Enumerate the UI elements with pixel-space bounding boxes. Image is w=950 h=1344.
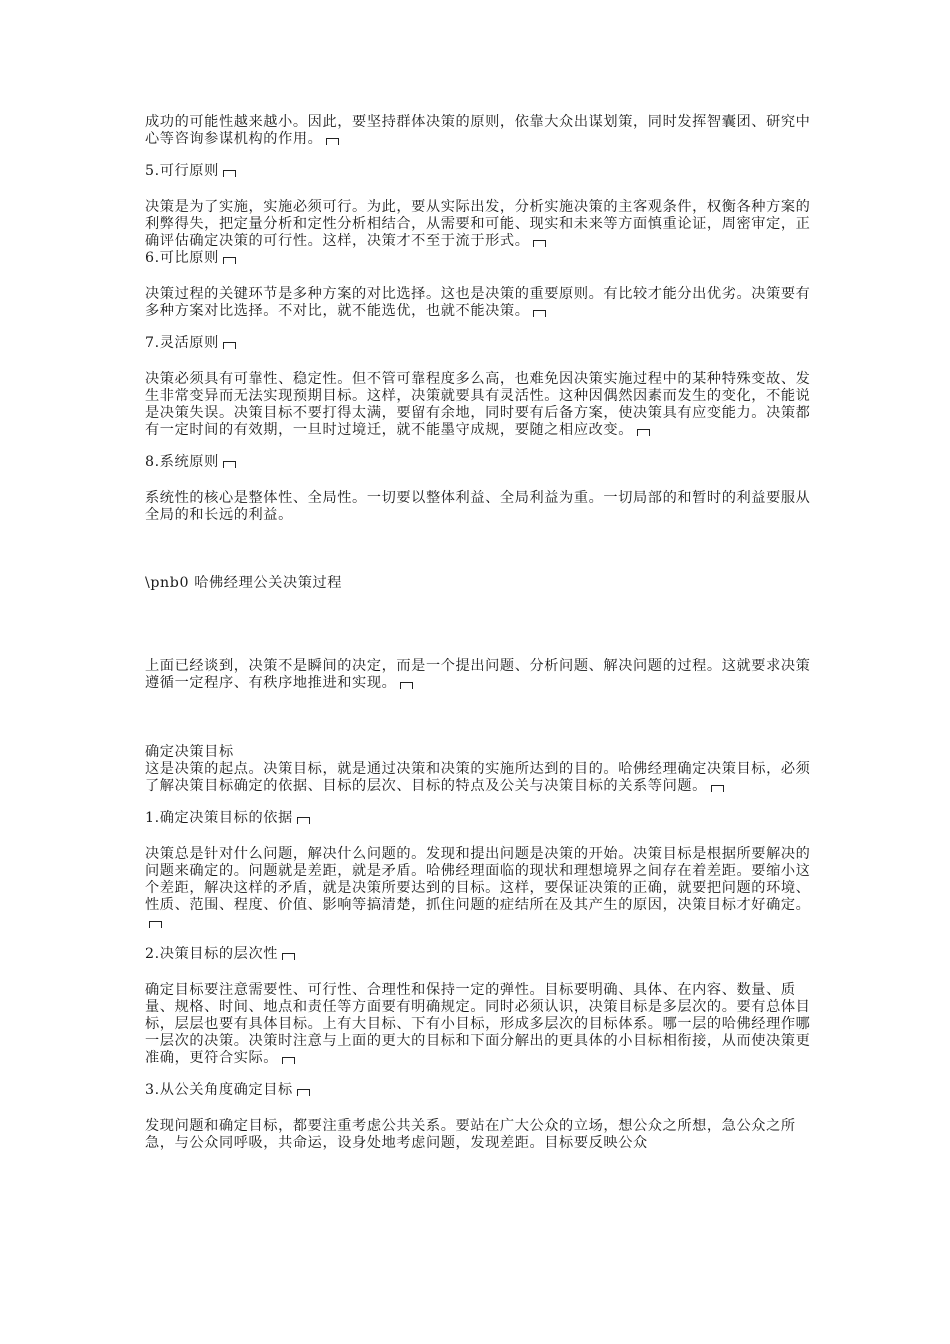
text: 3.从公关角度确定目标 (145, 1082, 293, 1098)
paragraph (145, 744, 817, 761)
paragraph (145, 658, 817, 692)
section-heading (145, 163, 817, 180)
document-body (145, 114, 817, 1152)
paragraph-mark-icon (149, 921, 162, 928)
paragraph-mark-icon (297, 817, 310, 824)
text: 确定目标要注意需要性、可行性、合理性和保持一定的弹性。目标要明确、具体、在内容、数量、质量、规格、时间、地点和责任等方面要有明确规定。同时必须认识，决策目标是多层次的。要有总体目标，层层也要有具体目标。上有大目标、下有小目标，形成多层次的目标体系。哪一层的哈佛经理作哪一层次的决策。决策时注意与上面的更大的目标和下面分解出的更具体的小目标相衔接，从而使决策更准确，更符合实际。 (145, 982, 811, 1066)
section-heading (145, 946, 817, 963)
text: 确定决策目标 (145, 744, 234, 760)
paragraph (145, 490, 817, 524)
paragraph-mark-icon (282, 953, 295, 960)
paragraph (145, 575, 817, 592)
text: \pnb0 哈佛经理公关决策过程 (145, 575, 343, 591)
paragraph-mark-icon (297, 1089, 310, 1096)
text: 这是决策的起点。决策目标，就是通过决策和决策的实施所达到的目的。哈佛经理确定决策目标，必须了解决策目标确定的依据、目标的层次、目标的特点及公关与决策目标的关系等问题。 (145, 761, 811, 794)
paragraph-mark-icon (223, 461, 236, 468)
paragraph (145, 761, 817, 795)
paragraph-mark-icon (400, 682, 413, 689)
text: 2.决策目标的层次性 (145, 946, 279, 962)
section-heading (145, 250, 817, 267)
section-heading (145, 335, 817, 352)
paragraph (145, 1118, 817, 1152)
text: 上面已经谈到，决策不是瞬间的决定，而是一个提出问题、分析问题、解决问题的过程。这就要求决策遵循一定程序、有秩序地推进和实现。 (145, 658, 811, 691)
text: 决策是为了实施，实施必须可行。为此，要从实际出发，分析实施决策的主客观条件，权衡各种方案的利弊得失，把定量分析和定性分析相结合，从需要和可能、现实和未来等方面慎重论证，周密审定，正确评估确定决策的可行性。这样，决策才不至于流于形式。 (145, 199, 811, 249)
paragraph (145, 846, 817, 931)
paragraph-mark-icon (637, 429, 650, 436)
paragraph (145, 114, 817, 148)
paragraph-mark-icon (711, 785, 724, 792)
paragraph-mark-icon (533, 310, 546, 317)
text: 发现问题和确定目标，都要注重考虑公共关系。要站在广大公众的立场，想公众之所想，急公众之所急，与公众同呼吸，共命运，设身处地考虑问题，发现差距。目标要反映公众 (145, 1118, 796, 1151)
text: 决策过程的关键环节是多种方案的对比选择。这也是决策的重要原则。有比较才能分出优劣。决策要有多种方案对比选择。不对比，就不能选优，也就不能决策。 (145, 286, 811, 319)
paragraph-mark-icon (282, 1057, 295, 1064)
paragraph-mark-icon (223, 257, 236, 264)
paragraph (145, 199, 817, 250)
text: 决策总是针对什么问题，解决什么问题的。发现和提出问题是决策的开始。决策目标是根据所要解决的问题来确定的。问题就是差距，就是矛盾。哈佛经理面临的现状和理想境界之间存在着差距。要缩小这个差距，解决这样的矛盾，就是决策所要达到的目标。这样，要保证决策的正确，就要把问题的环境、性质、范围、程度、价值、影响等搞清楚，抓住问题的症结所在及其产生的原因，决策目标才好确定。 (145, 846, 811, 913)
section-heading (145, 810, 817, 827)
paragraph-mark-icon (223, 170, 236, 177)
text: 成功的可能性越来越小。因此，要坚持群体决策的原则，依靠大众出谋划策，同时发挥智囊团、研究中心等咨询参谋机构的作用。 (145, 114, 811, 147)
text: 决策必须具有可靠性、稳定性。但不管可靠程度多么高，也难免因决策实施过程中的某种特殊变故、发生非常变异而无法实现预期目标。这样，决策就要具有灵活性。这种因偶然因素而发生的变化，不能说是决策失误。决策目标不要打得太满，要留有余地，同时要有后备方案，使决策具有应变能力。决策都有一定时间的有效期，一旦时过境迁，就不能墨守成规，要随之相应改变。 (145, 371, 811, 438)
text: 8.系统原则 (145, 454, 219, 470)
section-heading (145, 454, 817, 471)
text: 1.确定决策目标的依据 (145, 810, 293, 826)
paragraph (145, 982, 817, 1067)
text: 6.可比原则 (145, 250, 219, 266)
paragraph (145, 371, 817, 439)
section-heading (145, 1082, 817, 1099)
paragraph-mark-icon (533, 240, 546, 247)
text: 7.灵活原则 (145, 335, 219, 351)
paragraph (145, 286, 817, 320)
paragraph-mark-icon (223, 342, 236, 349)
text: 5.可行原则 (145, 163, 219, 179)
text: 系统性的核心是整体性、全局性。一切要以整体利益、全局利益为重。一切局部的和暂时的利益要服从全局的和长远的利益。 (145, 490, 811, 523)
paragraph-mark-icon (326, 138, 339, 145)
